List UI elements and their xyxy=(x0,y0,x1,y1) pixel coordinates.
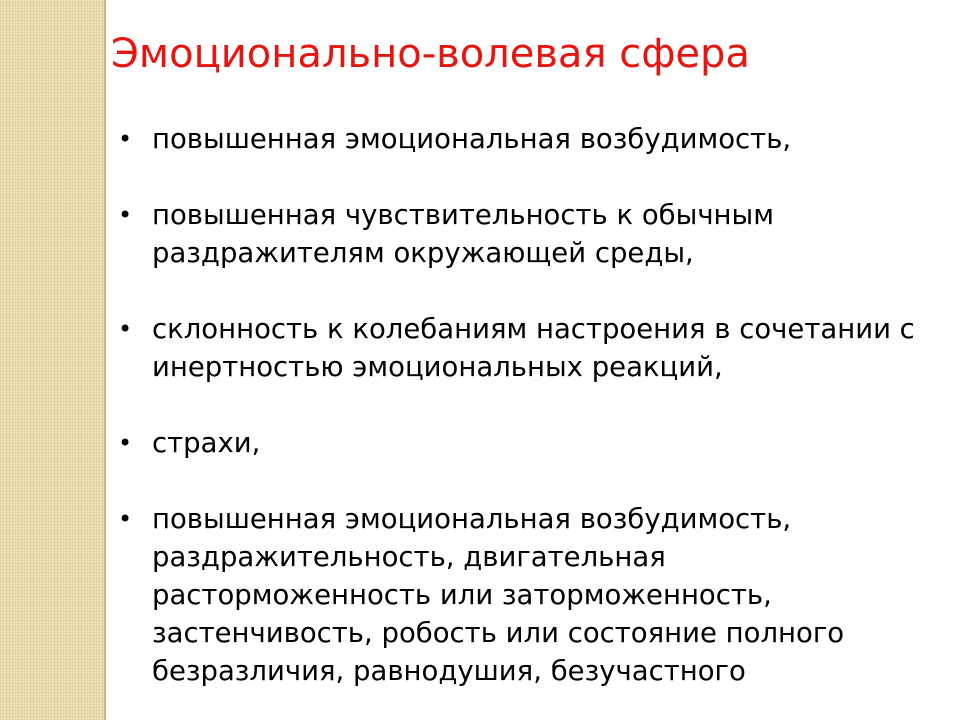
bullet-item-5 xyxy=(118,500,948,690)
bullet-icon: • xyxy=(118,505,133,533)
bullet-icon: • xyxy=(118,429,133,457)
bullet-text: повышенная чувствительность к обычным раздражителям окружающей среды, xyxy=(152,199,774,269)
bullet-text: повышенная эмоциональная возбудимость, раздражительность, двигательная расторможенность или заторможенность, застенчивость, робость или состояние полного безразличия, равнодушия, безучастного xyxy=(152,503,845,687)
side-band-divider xyxy=(104,0,106,720)
bullet-icon: • xyxy=(118,315,133,343)
bullet-text: страхи, xyxy=(152,427,261,459)
bullet-icon: • xyxy=(118,201,133,229)
bullet-text: повышенная эмоциональная возбудимость, xyxy=(152,123,792,155)
bullet-text: склонность к колебаниям настроения в сочетании с инертностью эмоциональных реакций, xyxy=(152,313,915,383)
bullet-icon: • xyxy=(118,125,133,153)
slide-title: Эмоционально-волевая сфера xyxy=(111,31,750,77)
bullet-item-3 xyxy=(118,310,948,386)
bullet-item-4 xyxy=(118,424,948,462)
bullet-list xyxy=(118,120,948,720)
decorative-side-band xyxy=(0,0,104,720)
bullet-item-2 xyxy=(118,196,948,272)
bullet-item-1 xyxy=(118,120,948,158)
